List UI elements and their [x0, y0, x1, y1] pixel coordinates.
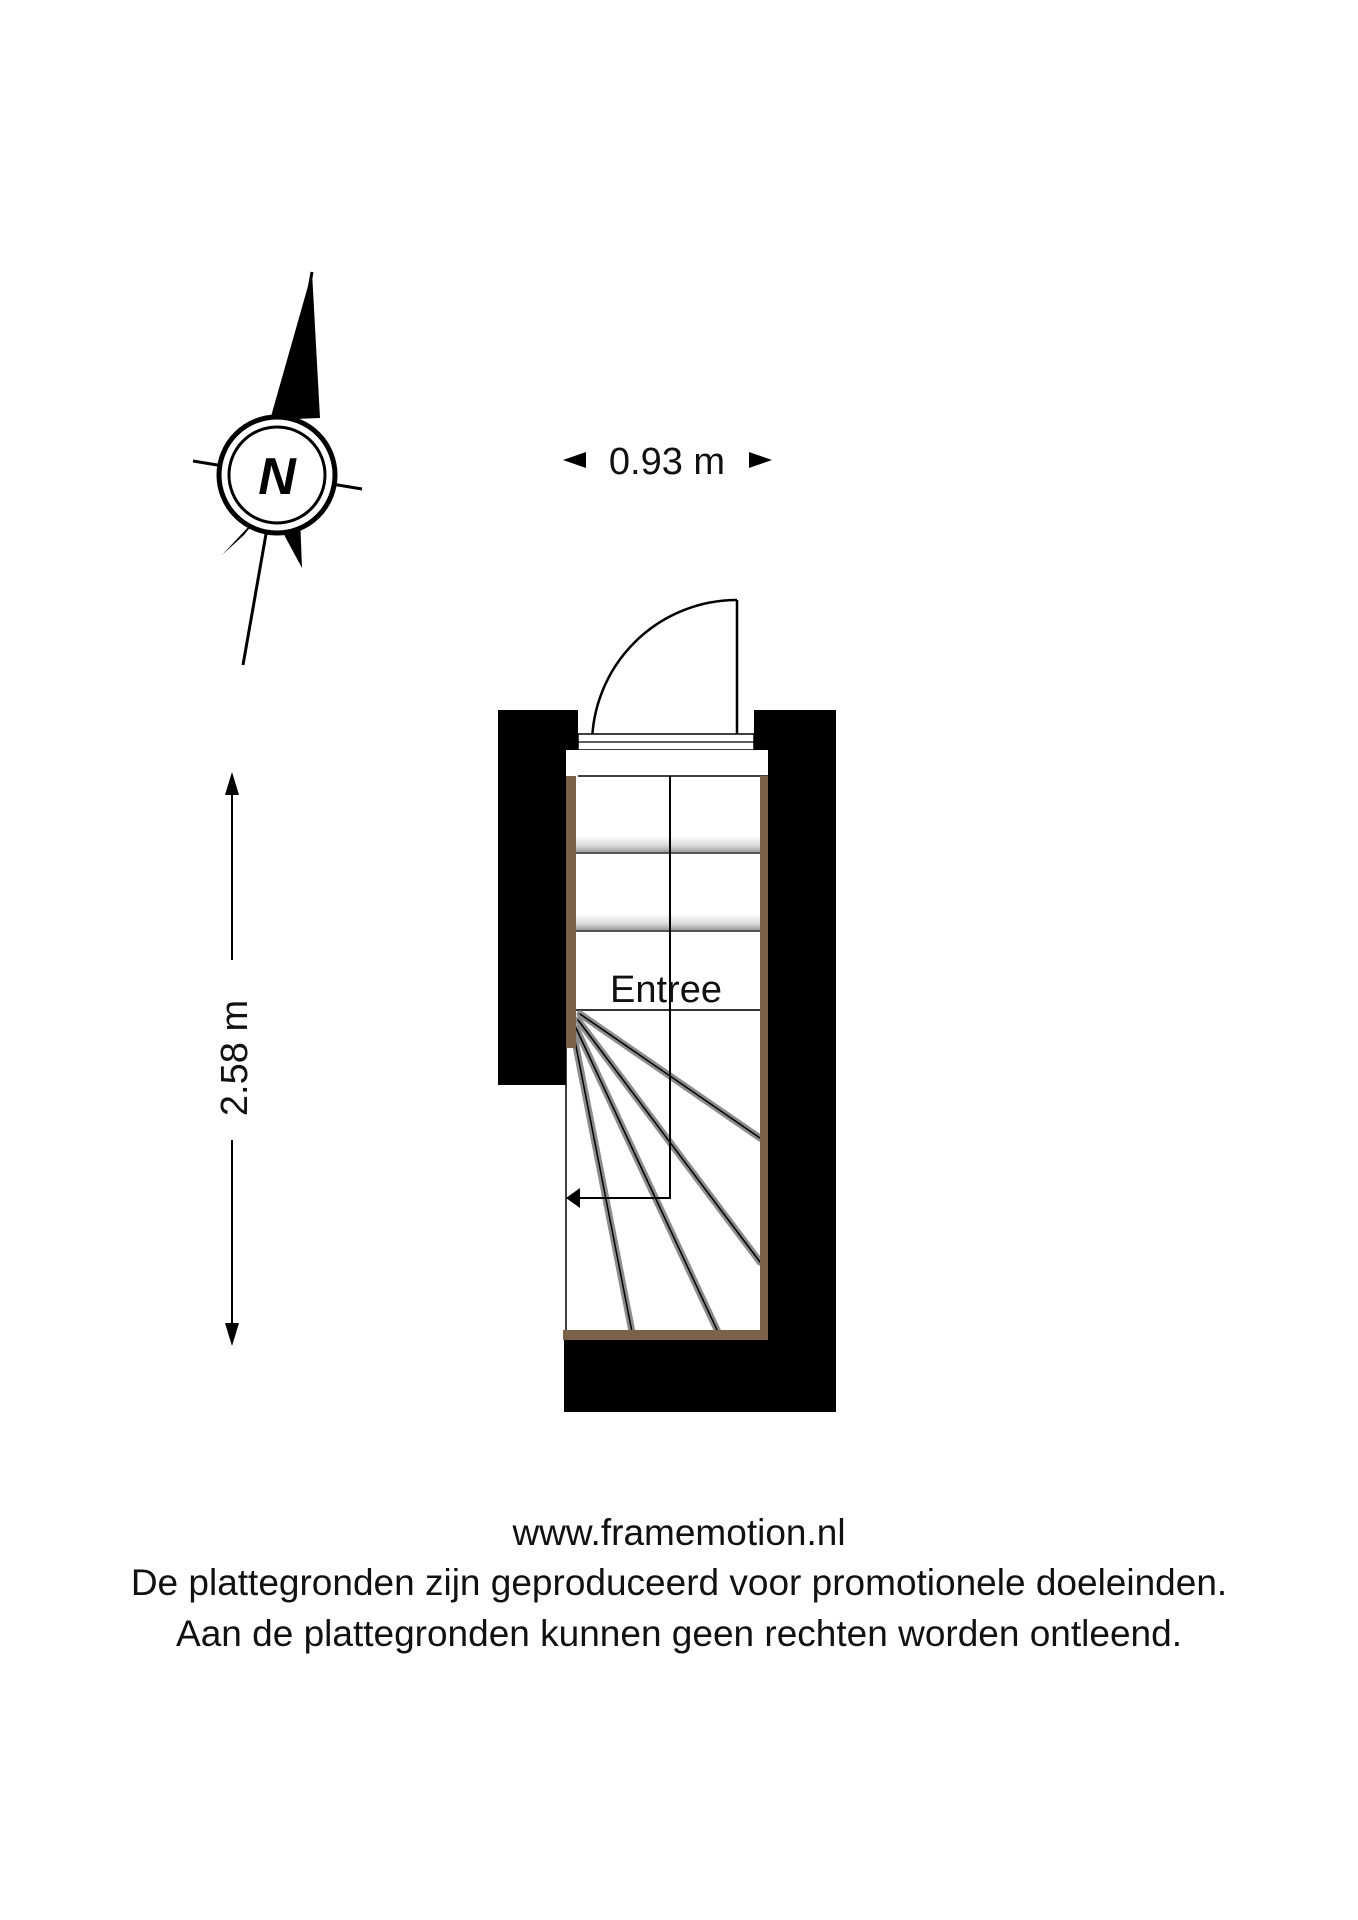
compass-needle-north [270, 272, 320, 420]
stair-stringer-bottom [563, 1330, 768, 1340]
length-dimension [214, 772, 256, 1346]
stair-stringer-right [760, 776, 768, 1338]
compass-letter: N [258, 448, 296, 506]
north-arrow-icon [193, 272, 362, 665]
wall-bottom [564, 1338, 836, 1412]
width-dimension [563, 441, 772, 483]
footer-url: www.framemotion.nl [512, 1512, 846, 1553]
entrance-door [578, 600, 754, 750]
arrow-right-icon [749, 452, 772, 468]
room-label: Entree [610, 969, 722, 1011]
stair-tread-shade [576, 836, 760, 854]
arrow-left-icon [563, 452, 586, 468]
arrow-up-icon [225, 772, 239, 795]
stair-stringer-left [566, 776, 576, 1048]
door-swing-arc [592, 600, 737, 745]
footer-disclaimer-line1: De plattegronden zijn geproduceerd voor promotionele doeleinden. [130, 1562, 1228, 1603]
arrow-down-icon [225, 1323, 239, 1346]
length-label: 2.58 m [214, 999, 256, 1117]
stair-tread-shade [576, 914, 760, 932]
footer-disclaimer-line2: Aan de plattegronden kunnen geen rechten worden ontleend. [176, 1613, 1182, 1654]
width-label: 0.93 m [608, 441, 726, 483]
